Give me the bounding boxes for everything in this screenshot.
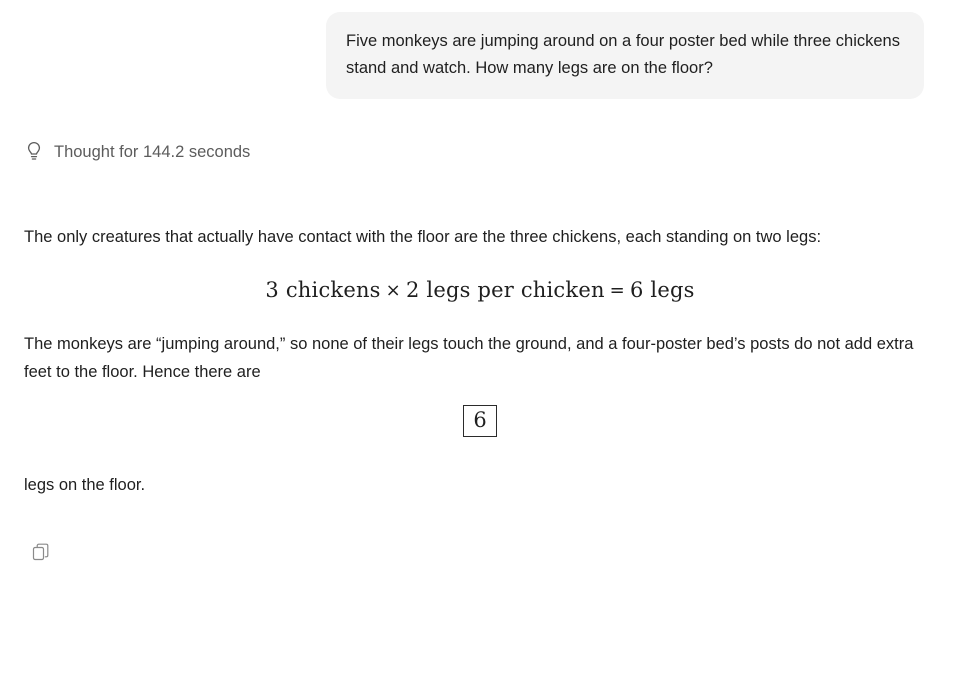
- assistant-paragraph-1: The only creatures that actually have contact with the floor are the three chickens, each standing on two legs:: [24, 228, 822, 247]
- user-message-bubble: Five monkeys are jumping around on a four poster bed while three chickens stand and watch. How many legs are on the floor?: [326, 12, 924, 99]
- equation-times-symbol: ×: [385, 279, 401, 301]
- copy-button[interactable]: [28, 539, 54, 565]
- equation-equals-symbol: =: [609, 279, 625, 301]
- lightbulb-icon: [24, 141, 44, 163]
- equation-left: 3 chickens: [265, 277, 381, 302]
- equation-display: [24, 278, 936, 302]
- thought-duration-label: Thought for 144.2 seconds: [54, 142, 251, 161]
- boxed-answer-row: [24, 405, 936, 437]
- user-message-row: [0, 0, 960, 99]
- boxed-answer: 6: [463, 405, 496, 437]
- message-actions: [28, 539, 960, 567]
- equation-middle: 2 legs per chicken: [405, 277, 605, 302]
- equation-right: 6 legs: [629, 277, 695, 302]
- assistant-paragraph-2: The monkeys are “jumping around,” so none of their legs touch the ground, and a four-poster bed’s posts do not add extra feet to the floor. Hence there are: [24, 334, 914, 382]
- assistant-paragraph-3: legs on the floor.: [24, 475, 146, 494]
- assistant-message: [24, 163, 936, 499]
- thought-summary[interactable]: [24, 141, 960, 163]
- copy-icon: [31, 542, 51, 562]
